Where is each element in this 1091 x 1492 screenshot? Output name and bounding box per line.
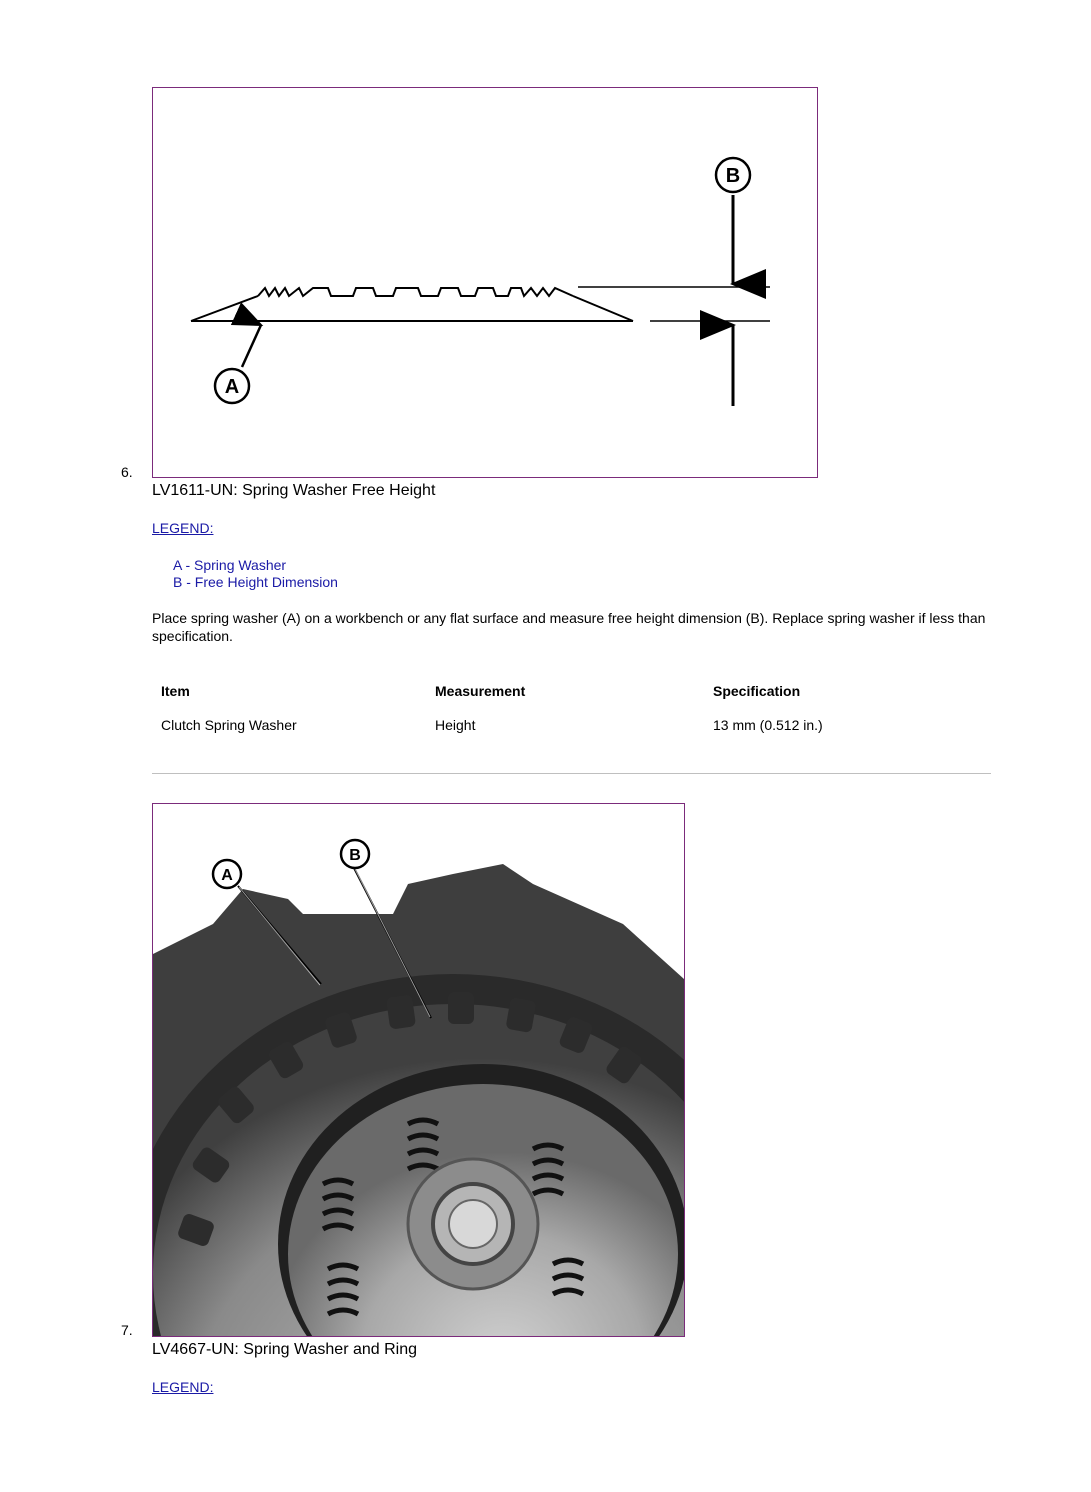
instruction-paragraph: Place spring washer (A) on a workbench or any flat surface and measure free height dimension (B). Replace spring washer if less than specification.: [152, 610, 986, 644]
cell-item: Clutch Spring Washer: [161, 717, 297, 733]
photo-callout-a-circle: [213, 860, 241, 888]
callout-a-circle: [215, 369, 249, 403]
figure-spring-washer-free-height: [152, 87, 818, 478]
legend-list-step6: [173, 557, 338, 591]
figure-caption-lv4667: LV4667-UN: Spring Washer and Ring: [152, 1341, 418, 1358]
cell-specification: 13 mm (0.512 in.): [713, 717, 823, 733]
clutch-assembly-photo: [153, 804, 684, 1336]
section-divider: [152, 773, 991, 774]
table-header-row: [152, 674, 922, 708]
callout-a-label: A: [224, 376, 240, 398]
photo-callout-a-label: A: [221, 867, 233, 884]
legend-item-spring-washer: A - Spring Washer: [173, 557, 287, 573]
legend-item-free-height: B - Free Height Dimension: [173, 574, 338, 590]
callout-b-label: B: [725, 165, 741, 187]
specification-table: [152, 674, 922, 742]
step-number-6: 6.: [121, 464, 133, 480]
figure-spring-washer-and-ring: [152, 803, 685, 1337]
legend-link-step6[interactable]: LEGEND:: [152, 520, 214, 536]
callout-b-circle: [716, 158, 750, 192]
legend-link-step7[interactable]: LEGEND:: [152, 1379, 214, 1395]
callout-a-leader: [242, 325, 261, 367]
spring-washer-profile: [191, 288, 633, 321]
cell-measurement: Height: [435, 717, 476, 733]
table-row: [152, 708, 922, 742]
hub-bore: [449, 1200, 497, 1248]
header-measurement: Measurement: [435, 683, 526, 699]
spring-washer-diagram: [153, 88, 817, 477]
photo-callout-b-label: B: [349, 847, 361, 864]
header-specification: Specification: [713, 683, 801, 699]
photo-callout-b-circle: [341, 840, 369, 868]
figure-caption-lv1611: LV1611-UN: Spring Washer Free Height: [152, 482, 436, 499]
header-item: Item: [161, 683, 190, 699]
step-number-7: 7.: [121, 1322, 133, 1338]
